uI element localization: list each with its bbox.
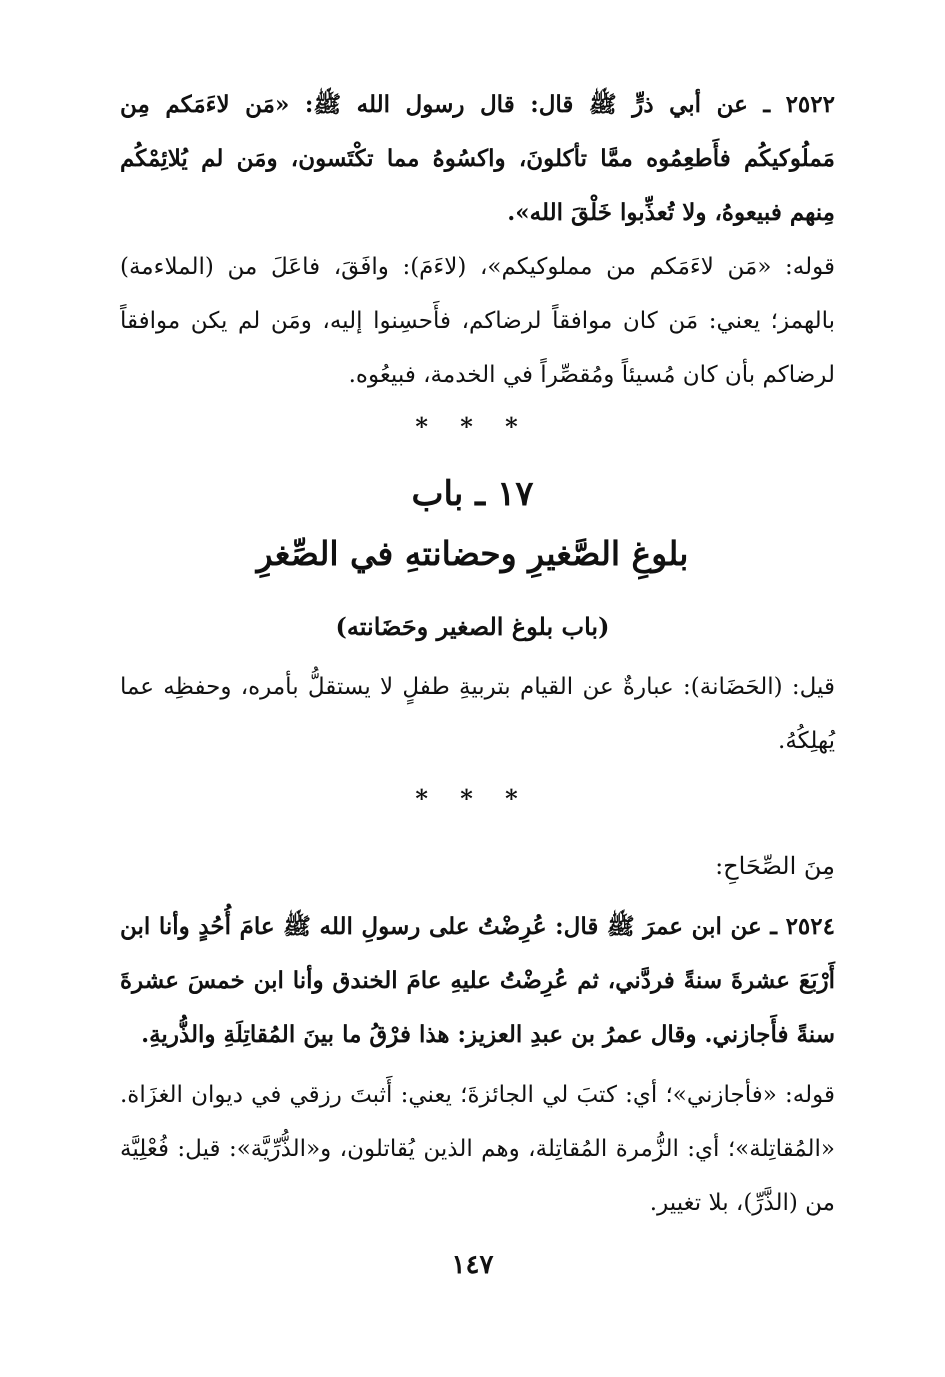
commentary-2524: قوله: «فأجازني»؛ أي: كتبَ لي الجائزةَ؛ يعني: أَثبتَ رزقي في ديوان الغزَاة. «المُقاتِلة»؛ أي: الزُّمرة المُقاتِلة، وهم الذين يُقاتلون، و«الذُّرِّيَّة»: قيل: فُعْلِيَّة من (الذَّرِّ)، بلا تغيير. (120, 1082, 835, 1216)
chapter-title: بلوغِ الصَّغيرِ وحضانتهِ في الصِّغرِ (256, 534, 689, 573)
commentary-2522: قوله: «مَن لاءَمَكم من مملوكيكم»، (لاءَمَ): وافَقَ، فاعَلَ من (الملاءمة) بالهمز؛ يعني: مَن كان موافقاً لرضاكم، فأَحسِنوا إليه، ومَن لم يكن موافقاً لرضاكم بأن كان مُسيئاً ومُقصِّراً في الخدمة، فبيعُوه. (120, 254, 835, 388)
definition-paragraph: قيل: (الحَضَانة): عبارةٌ عن القيام بتربيةِ طفلٍ لا يستقلُّ بأمره، وحفظِه عما يُهلِكُهُ. (120, 674, 835, 754)
section-label: مِنَ الصِّحَاحِ: (715, 852, 835, 880)
hadith-2522: ٢٥٢٢ ـ عن أبي ذرٍّ ﷺ قال: قال رسول الله ﷺ: «مَن لاءَمَكم مِن مَملُوكيكُم فأَطعِمُوه ممَّا تأكلونَ، واكسُوهُ مما تكْتَسون، ومَن لم يُلائِمْكُم مِنهم فبيعوهُ، ولا تُعذِّبوا خَلْقَ الله». (120, 91, 835, 226)
section-separator: * * * (415, 412, 530, 441)
chapter-number: ١٧ ـ باب (411, 474, 534, 514)
chapter-subtitle: (باب بلوغ الصغير وحَضَانته) (335, 612, 610, 641)
section-separator: * * * (415, 784, 530, 813)
page-number: ١٤٧ (451, 1250, 494, 1280)
hadith-2524: ٢٥٢٤ ـ عن ابن عمرَ ﷺ قال: عُرِضْتُ على رسولِ الله ﷺ عامَ أُحُدٍ وأنا ابن أَرْبَعَ عشرةَ سنةً فردَّني، ثم عُرِضْتُ عليهِ عامَ الخندق وأنا ابن خمسَ عشرةَ سنةً فأَجازني. وقال عمرُ بن عبدِ العزيز: هذا فرْقُ ما بينَ المُقاتِلَةِ والذُّريةِ. (120, 913, 835, 1048)
